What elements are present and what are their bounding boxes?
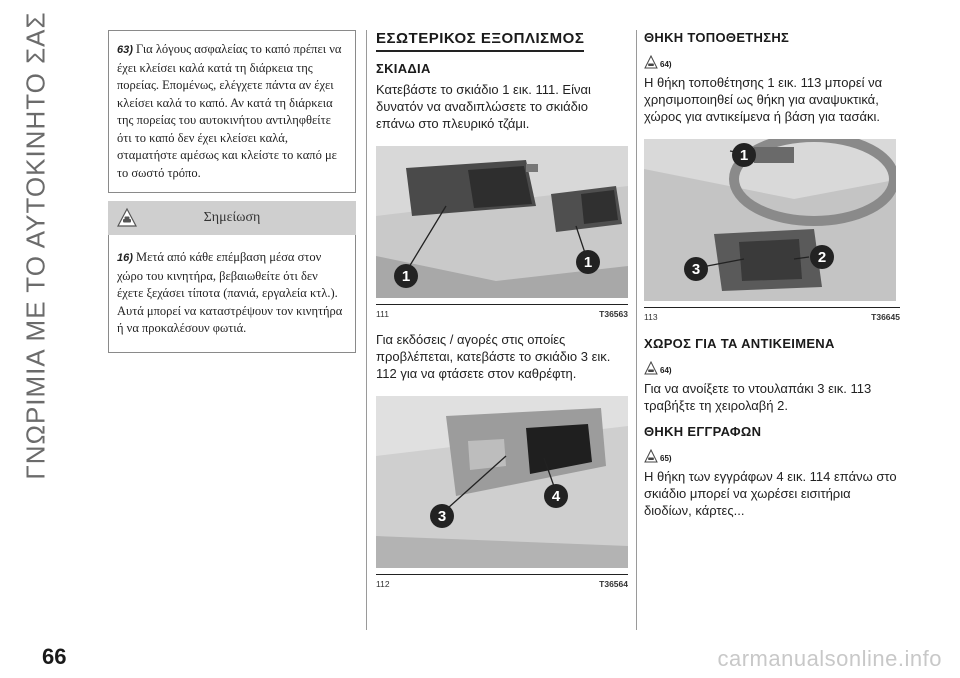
warning-box [108,30,356,193]
warning-text: Για λόγους ασφαλείας το καπό πρέπει να έχει κλείσει καλά κατά τη διάρκεια της πορείας. Επομένως, ελέγχετε πάντα αν έχει κλείσει καλά το καπό. Αν κατά τη διάρκεια της πορείας του αυτοκινήτου αντιληφθείτε ότι το καπό δεν έχει κλείσει καλά, σταματήστε αμέσως και κλείστε το καπό με το σωστό τρόπο. [117,42,342,180]
note-header [108,201,356,235]
warning-reference [644,357,900,375]
callout-2: 2 [810,245,834,269]
figure-image [376,146,628,298]
figure-caption [376,574,628,589]
figure-111 [376,146,628,319]
callout-3: 3 [430,504,454,528]
figure-number: 113 [644,312,658,322]
callout-3: 3 [684,257,708,281]
warning-triangle-icon [644,361,658,375]
paragraph: Κατεβάστε το σκιάδιο 1 εικ. 111. Είναι δυνατόν να αναδιπλώσετε το σκιάδιο επάνω στο πλευρικό τζάμι. [376,82,591,131]
paragraph: Για εκδόσεις / αγορές στις οποίες προβλέπεται, κατεβάστε το σκιάδιο 3 εικ. 112 για να φτάσετε στον καθρέφτη. [376,332,611,381]
storage-compartment-illustration [644,139,896,301]
left-column [108,30,356,353]
warning-reference [644,445,900,463]
chapter-side-title [14,10,58,480]
figure-image [644,139,896,301]
warning-ref-number: 64) [660,60,672,69]
figure-number: 112 [376,579,390,589]
right-column [644,30,900,519]
subsection-heading: ΧΩΡΟΣ ΓΙΑ ΤΑ ΑΝΤΙΚΕΙΜΕΝΑ [644,336,835,351]
figure-code: T36645 [871,312,900,322]
callout-4: 4 [544,484,568,508]
column-divider [366,30,367,630]
figure-caption [376,304,628,319]
page-number: 66 [42,644,67,669]
middle-column [376,30,628,589]
note-heading: Σημείωση [203,210,261,225]
watermark: carmanualsonline.info [717,646,942,671]
callout-1: 1 [394,264,418,288]
paragraph: Η θήκη των εγγράφων 4 εικ. 114 επάνω στο σκιάδιο μπορεί να χωρέσει εισιτήρια διοδίων, κάρτες... [644,469,897,518]
warning-reference [644,51,900,69]
paragraph: Για να ανοίξετε το ντουλαπάκι 3 εικ. 113 τραβήξτε τη χειρολαβή 2. [644,381,872,413]
warning-number: 63) [117,44,133,56]
figure-113 [644,139,900,322]
car-note-icon [116,207,138,229]
callout-1: 1 [576,250,600,274]
warning-ref-number: 65) [660,454,672,463]
column-divider [636,30,637,630]
subsection-heading: ΘΗΚΗ ΕΓΓΡΑΦΩΝ [644,424,762,439]
figure-112 [376,396,628,589]
callout-1: 1 [732,143,756,167]
figure-image [376,396,628,568]
figure-code: T36563 [599,309,628,319]
note-box [108,235,356,353]
figure-number: 111 [376,309,389,319]
figure-caption [644,307,900,322]
section-heading: ΕΣΩΤΕΡΙΚΟΣ ΕΞΟΠΛΙΣΜΟΣ [376,30,584,52]
note-text: Μετά από κάθε επέμβαση μέσα στον χώρο του κινητήρα, βεβαιωθείτε ότι δεν έχετε ξεχάσει τίποτα (πανιά, εργαλεία κτλ.). Αυτά μπορεί να καταστρέψουν τον κινητήρα ή να προκαλέσουν φωτιά. [117,250,343,335]
warning-triangle-icon [644,449,658,463]
note-number: 16) [117,252,133,264]
vanity-mirror-illustration [376,396,628,568]
subsection-heading: ΣΚΙΑΔΙΑ [376,61,431,76]
warning-ref-number: 64) [660,366,672,375]
warning-triangle-icon [644,55,658,69]
chapter-title-text: ΓΝΩΡΙΜΙΑ ΜΕ ΤΟ ΑΥΤΟΚΙΝΗΤΟ ΣΑΣ [20,10,51,480]
figure-code: T36564 [599,579,628,589]
paragraph: Η θήκη τοποθέτησης 1 εικ. 113 μπορεί να χρησιμοποιηθεί ως θήκη για αναψυκτικά, χώρος για αντικείμενα ή βάση για τασάκι. [644,75,883,124]
subsection-heading: ΘΗΚΗ ΤΟΠΟΘΕΤΗΣΗΣ [644,30,790,45]
